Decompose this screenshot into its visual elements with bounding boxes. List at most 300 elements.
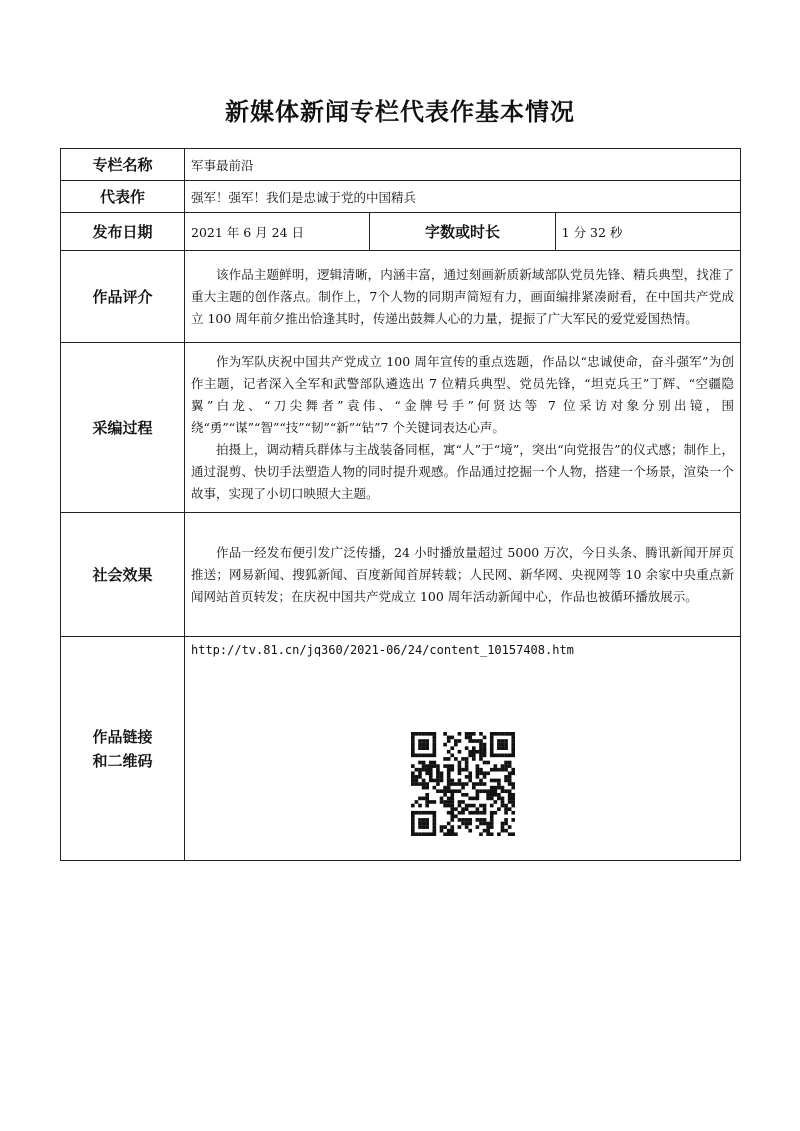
qr-module — [511, 771, 515, 775]
qr-module — [504, 807, 508, 811]
qr-module — [489, 818, 493, 822]
qr-module — [507, 797, 511, 801]
qr-module — [464, 818, 468, 822]
qr-module — [489, 814, 493, 818]
qr-module — [479, 743, 483, 747]
qr-module — [464, 732, 468, 736]
qr-module — [507, 782, 511, 786]
qr-module — [418, 768, 422, 772]
qr-module — [468, 804, 472, 808]
qr-module — [425, 832, 429, 836]
qr-module — [411, 822, 415, 826]
qr-module — [471, 750, 475, 754]
qr-module — [497, 743, 501, 747]
qr-module — [475, 797, 479, 801]
qr-module — [446, 797, 450, 801]
qr-module — [507, 771, 511, 775]
qr-module — [425, 743, 429, 747]
qr-module — [464, 807, 468, 811]
qr-module — [454, 814, 458, 818]
qr-module — [486, 797, 490, 801]
qr-module — [471, 739, 475, 743]
qr-module — [482, 771, 486, 775]
row-link — [61, 637, 741, 861]
qr-module — [475, 811, 479, 815]
qr-module — [461, 822, 465, 826]
qr-module — [468, 811, 472, 815]
qr-module — [432, 739, 436, 743]
qr-module — [425, 818, 429, 822]
qr-module — [411, 764, 415, 768]
qr-module — [436, 775, 440, 779]
qr-module — [457, 811, 461, 815]
qr-module — [432, 754, 436, 758]
qr-module — [418, 771, 422, 775]
qr-module — [450, 811, 454, 815]
qr-module — [443, 825, 447, 829]
qr-module — [482, 829, 486, 833]
qr-module — [497, 832, 501, 836]
qr-module — [475, 793, 479, 797]
qr-module — [425, 732, 429, 736]
qr-module — [482, 750, 486, 754]
value-representative-work: 强军！强军！我们是忠诚于党的中国精兵 — [185, 181, 741, 213]
qr-module — [497, 732, 501, 736]
qr-module — [504, 754, 508, 758]
value-column-name: 军事最前沿 — [185, 149, 741, 181]
qr-module — [414, 754, 418, 758]
qr-module — [486, 832, 490, 836]
qr-module — [475, 825, 479, 829]
qr-module — [428, 768, 432, 772]
qr-module — [511, 811, 515, 815]
qr-module — [468, 779, 472, 783]
qr-module — [489, 746, 493, 750]
qr-module — [511, 743, 515, 747]
qr-module — [507, 800, 511, 804]
qr-module — [414, 832, 418, 836]
qr-module — [457, 779, 461, 783]
qr-module — [471, 786, 475, 790]
qr-module — [507, 825, 511, 829]
qr-module — [421, 764, 425, 768]
qr-module — [436, 789, 440, 793]
qr-module — [457, 732, 461, 736]
qr-module — [450, 782, 454, 786]
qr-module — [425, 825, 429, 829]
qr-module — [464, 764, 468, 768]
qr-module — [464, 793, 468, 797]
qr-module — [418, 761, 422, 765]
qr-module — [493, 732, 497, 736]
qr-module — [464, 761, 468, 765]
qr-module — [504, 761, 508, 765]
qr-module — [411, 782, 415, 786]
qr-module — [500, 786, 504, 790]
qr-module — [497, 807, 501, 811]
qr-module — [411, 732, 415, 736]
qr-module — [411, 750, 415, 754]
qr-module — [446, 764, 450, 768]
qr-module — [418, 825, 422, 829]
qr-module — [511, 818, 515, 822]
qr-module — [464, 804, 468, 808]
qr-module — [443, 804, 447, 808]
qr-module — [479, 811, 483, 815]
qr-module — [497, 746, 501, 750]
qr-module — [432, 818, 436, 822]
qr-module — [507, 832, 511, 836]
qr-module — [432, 829, 436, 833]
qr-module — [489, 786, 493, 790]
qr-module — [493, 789, 497, 793]
qr-module — [461, 807, 465, 811]
qr-module — [439, 775, 443, 779]
qr-module — [414, 800, 418, 804]
qr-module — [461, 793, 465, 797]
qr-module — [425, 786, 429, 790]
qr-module — [457, 800, 461, 804]
qr-module — [479, 832, 483, 836]
qr-module — [418, 743, 422, 747]
qr-module — [486, 789, 490, 793]
qr-module — [411, 746, 415, 750]
qr-module — [421, 761, 425, 765]
qr-module — [439, 825, 443, 829]
qr-module — [507, 793, 511, 797]
qr-module — [507, 761, 511, 765]
qr-module — [486, 761, 490, 765]
qr-module — [486, 825, 490, 829]
qr-module — [454, 832, 458, 836]
qr-module — [500, 829, 504, 833]
qr-module — [428, 771, 432, 775]
qr-module — [461, 800, 465, 804]
label-impact: 社会效果 — [61, 513, 185, 637]
qr-module — [446, 811, 450, 815]
qr-module — [411, 814, 415, 818]
qr-module — [443, 793, 447, 797]
qr-module — [479, 771, 483, 775]
qr-module — [421, 754, 425, 758]
info-table — [60, 148, 741, 861]
qr-module — [443, 832, 447, 836]
row-representative-work — [61, 181, 741, 213]
process-paragraph: 作为军队庆祝中国共产党成立 100 周年宣传的重点选题，作品以“忠诚使命，奋斗强军”为创作主题，记者深入全军和武警部队遴选出 7 位精兵典型、党员先锋，“坦克兵王”丁辉、“空疆隐翼”白龙、“刀尖舞者”袁伟、“金牌号手”何贤达等 7 位采访对象分别出镜，围绕“勇”“谋”“智”“技”“韧”“新”“钻”7 个关键词表达心声。 — [191, 353, 734, 435]
qr-module — [511, 800, 515, 804]
qr-module — [454, 782, 458, 786]
qr-module — [425, 739, 429, 743]
qr-module — [450, 768, 454, 772]
qr-module — [504, 775, 508, 779]
qr-module — [511, 750, 515, 754]
qr-module — [475, 764, 479, 768]
qr-module — [446, 757, 450, 761]
qr-module — [504, 811, 508, 815]
qr-module — [432, 811, 436, 815]
qr-module — [443, 764, 447, 768]
label-publish-date: 发布日期 — [61, 213, 185, 251]
qr-module — [446, 822, 450, 826]
qr-module — [464, 782, 468, 786]
qr-module — [418, 739, 422, 743]
qr-module — [443, 786, 447, 790]
qr-module — [482, 804, 486, 808]
qr-module — [507, 754, 511, 758]
qr-module — [482, 761, 486, 765]
qr-module — [507, 807, 511, 811]
qr-module — [500, 822, 504, 826]
qr-module — [500, 746, 504, 750]
qr-module — [421, 779, 425, 783]
qr-module — [454, 743, 458, 747]
qr-module — [432, 736, 436, 740]
qr-module — [493, 754, 497, 758]
qr-module — [425, 764, 429, 768]
qr-module — [446, 768, 450, 772]
qr-module — [482, 822, 486, 826]
qr-module — [411, 825, 415, 829]
qr-module — [511, 832, 515, 836]
qr-module — [504, 739, 508, 743]
qr-module — [468, 829, 472, 833]
label-evaluation: 作品评介 — [61, 251, 185, 343]
qr-module — [411, 779, 415, 783]
qr-module — [425, 768, 429, 772]
qr-module — [464, 757, 468, 761]
qr-module — [475, 807, 479, 811]
qr-module — [411, 829, 415, 833]
qr-module — [457, 764, 461, 768]
qr-module — [479, 739, 483, 743]
qr-module — [425, 822, 429, 826]
qr-module — [425, 804, 429, 808]
qr-module — [450, 764, 454, 768]
qr-module — [497, 793, 501, 797]
qr-module — [471, 811, 475, 815]
qr-module — [486, 822, 490, 826]
qr-module — [493, 811, 497, 815]
qr-module — [414, 811, 418, 815]
qr-module — [418, 822, 422, 826]
qr-module — [425, 746, 429, 750]
qr-module — [511, 746, 515, 750]
qr-module — [421, 743, 425, 747]
qr-module — [457, 782, 461, 786]
qr-module — [468, 750, 472, 754]
qr-module — [504, 822, 508, 826]
qr-module — [446, 832, 450, 836]
qr-module — [414, 768, 418, 772]
qr-code-icon[interactable] — [411, 732, 515, 836]
qr-module — [507, 779, 511, 783]
label-word-count: 字数或时长 — [370, 213, 555, 251]
qr-module — [418, 782, 422, 786]
qr-module — [418, 746, 422, 750]
qr-module — [497, 768, 501, 772]
qr-module — [425, 797, 429, 801]
qr-module — [468, 732, 472, 736]
qr-module — [475, 818, 479, 822]
qr-module — [500, 825, 504, 829]
qr-module — [411, 818, 415, 822]
qr-module — [468, 797, 472, 801]
qr-module — [446, 789, 450, 793]
qr-module — [504, 732, 508, 736]
qr-module — [475, 739, 479, 743]
qr-module — [493, 786, 497, 790]
qr-module — [418, 832, 422, 836]
qr-module — [511, 739, 515, 743]
qr-module — [464, 825, 468, 829]
qr-module — [464, 768, 468, 772]
qr-module — [414, 732, 418, 736]
qr-module — [471, 757, 475, 761]
qr-module — [411, 832, 415, 836]
qr-module — [497, 797, 501, 801]
qr-module — [507, 764, 511, 768]
qr-module — [497, 739, 501, 743]
qr-module — [511, 732, 515, 736]
qr-module — [471, 754, 475, 758]
qr-module — [511, 736, 515, 740]
qr-module — [511, 793, 515, 797]
qr-module — [482, 818, 486, 822]
qr-module — [493, 764, 497, 768]
qr-module — [507, 775, 511, 779]
qr-module — [439, 797, 443, 801]
qr-module — [504, 829, 508, 833]
qr-module — [428, 764, 432, 768]
qr-module — [489, 825, 493, 829]
qr-module — [482, 811, 486, 815]
qr-module — [500, 764, 504, 768]
qr-module — [418, 804, 422, 808]
qr-module — [461, 811, 465, 815]
qr-module — [500, 768, 504, 772]
qr-module — [414, 775, 418, 779]
qr-module — [475, 782, 479, 786]
qr-module — [468, 818, 472, 822]
row-evaluation — [61, 251, 741, 343]
qr-module — [504, 804, 508, 808]
qr-module — [479, 804, 483, 808]
qr-module — [418, 818, 422, 822]
qr-module — [454, 807, 458, 811]
qr-module — [428, 800, 432, 804]
qr-module — [436, 764, 440, 768]
qr-module — [500, 800, 504, 804]
qr-module — [450, 814, 454, 818]
qr-module — [436, 779, 440, 783]
qr-module — [504, 789, 508, 793]
qr-module — [432, 732, 436, 736]
qr-module — [439, 800, 443, 804]
qr-module — [446, 736, 450, 740]
qr-module — [461, 786, 465, 790]
qr-module — [450, 800, 454, 804]
qr-module — [489, 779, 493, 783]
qr-module — [457, 761, 461, 765]
qr-module — [446, 739, 450, 743]
qr-module — [421, 782, 425, 786]
qr-module — [475, 771, 479, 775]
qr-module — [489, 739, 493, 743]
qr-module — [432, 746, 436, 750]
qr-module — [436, 782, 440, 786]
qr-module — [454, 789, 458, 793]
qr-module — [482, 736, 486, 740]
qr-module — [421, 818, 425, 822]
qr-module — [482, 754, 486, 758]
qr-module — [443, 757, 447, 761]
qr-module — [450, 825, 454, 829]
qr-module — [497, 782, 501, 786]
qr-module — [432, 832, 436, 836]
qr-module — [479, 754, 483, 758]
qr-module — [489, 750, 493, 754]
qr-module — [450, 797, 454, 801]
qr-module — [450, 779, 454, 783]
qr-module — [479, 782, 483, 786]
qr-module — [500, 739, 504, 743]
qr-module — [425, 793, 429, 797]
qr-module — [439, 789, 443, 793]
qr-module — [468, 775, 472, 779]
row-column-name — [61, 149, 741, 181]
qr-module — [471, 782, 475, 786]
qr-module — [489, 789, 493, 793]
qr-module — [428, 754, 432, 758]
qr-module — [504, 768, 508, 772]
qr-module — [418, 775, 422, 779]
qr-module — [421, 825, 425, 829]
qr-module — [421, 739, 425, 743]
work-url-link[interactable]: http://tv.81.cn/jq360/2021-06/24/content_10157408.htm — [191, 643, 574, 657]
qr-module — [443, 732, 447, 736]
qr-module — [489, 754, 493, 758]
qr-module — [411, 771, 415, 775]
qr-module — [432, 825, 436, 829]
qr-module — [425, 754, 429, 758]
qr-module — [497, 786, 501, 790]
qr-module — [482, 807, 486, 811]
qr-module — [468, 822, 472, 826]
qr-module — [450, 746, 454, 750]
page-title: 新媒体新闻专栏代表作基本情况 — [225, 97, 575, 126]
qr-module — [489, 822, 493, 826]
qr-module — [411, 736, 415, 740]
qr-module — [482, 789, 486, 793]
qr-module — [468, 771, 472, 775]
label-link-line1: 作品链接 — [92, 727, 153, 746]
qr-module — [489, 797, 493, 801]
qr-module — [443, 800, 447, 804]
qr-module — [432, 786, 436, 790]
qr-module — [432, 761, 436, 765]
qr-module — [414, 779, 418, 783]
value-publish-date: 2021 年 6 月 24 日 — [185, 213, 370, 251]
qr-module — [493, 800, 497, 804]
qr-module — [428, 779, 432, 783]
qr-module — [507, 732, 511, 736]
value-word-count: 1 分 32 秒 — [555, 213, 740, 251]
qr-module — [421, 732, 425, 736]
qr-module — [428, 811, 432, 815]
qr-module — [461, 818, 465, 822]
process-paragraph: 拍摄上，调动精兵群体与主战装备同框，寓“人”于“境”，突出“向党报告”的仪式感；制作上，通过混剪、快切手法塑造人物的同时提升观感。作品通过挖掘一个人物，搭建一个场景，渲染一个故事，实现了小切口映照大主题。 — [191, 441, 734, 501]
label-representative-work: 代表作 — [61, 181, 185, 213]
